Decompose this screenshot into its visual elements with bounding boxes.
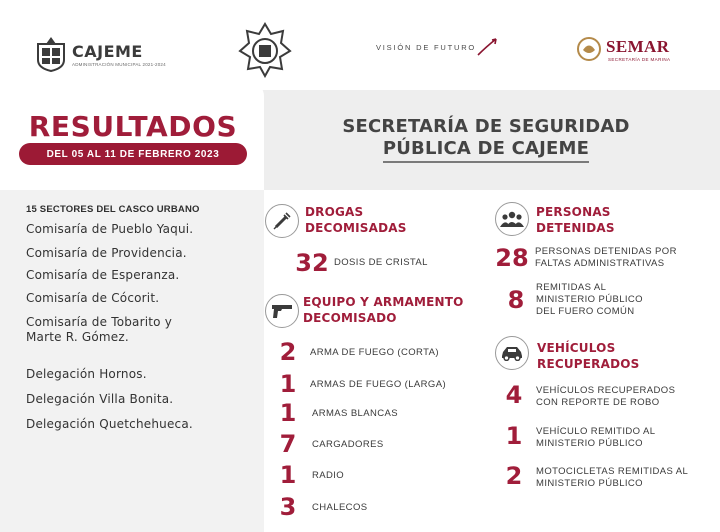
stat-label: ARMA DE FUEGO (CORTA) bbox=[310, 347, 439, 358]
secretaria-line-2: PÚBLICA DE CAJEME bbox=[383, 138, 589, 163]
vehiculos-heading-line-1: VEHÍCULOS bbox=[537, 341, 616, 355]
stat-label-line: VEHÍCULO REMITIDO AL bbox=[536, 426, 656, 437]
stat-count: 8 bbox=[507, 286, 525, 314]
stat-count: 7 bbox=[279, 430, 297, 458]
stat-label bbox=[536, 385, 675, 409]
people-icon bbox=[500, 210, 524, 228]
stat-label-line: DEL FUERO COMÚN bbox=[536, 306, 635, 317]
stat-label bbox=[536, 466, 688, 490]
vision-logo bbox=[376, 37, 498, 57]
stat-label bbox=[536, 426, 655, 450]
stat-label-line: FALTAS ADMINISTRATIVAS bbox=[535, 258, 665, 269]
stat-label: RADIO bbox=[312, 470, 345, 481]
pistol-icon bbox=[271, 302, 293, 320]
stat-label: CARGADORES bbox=[312, 439, 384, 450]
stat-label-line: REMITIDAS AL bbox=[536, 282, 607, 293]
vehiculos-icon-badge bbox=[495, 336, 529, 370]
location-item: Comisaría de Pueblo Yaqui. bbox=[26, 222, 194, 236]
semar-subtitle: SECRETARÍA DE MARINA bbox=[608, 56, 671, 62]
vehiculos-heading bbox=[537, 340, 640, 372]
personas-heading-line-1: PERSONAS bbox=[536, 205, 611, 219]
equipo-heading-line-2: DECOMISADO bbox=[303, 311, 397, 325]
semar-logo bbox=[576, 36, 670, 62]
syringe-icon bbox=[272, 211, 292, 231]
location-item: Comisaría de Providencia. bbox=[26, 246, 187, 260]
arrow-swoosh-icon bbox=[476, 37, 498, 57]
location-item: Delegación Villa Bonita. bbox=[26, 392, 174, 406]
drogas-heading bbox=[305, 204, 407, 236]
semar-name: SEMAR bbox=[606, 36, 670, 56]
stat-label-line: MOTOCICLETAS REMITIDAS AL bbox=[536, 466, 689, 477]
stat-count: 3 bbox=[279, 493, 297, 521]
location-item: Comisaría de Cócorit. bbox=[26, 291, 160, 305]
location-item: Delegación Quetchehueca. bbox=[26, 417, 193, 431]
stat-count: 1 bbox=[279, 370, 297, 398]
stat-label-line: MINISTERIO PÚBLICO bbox=[536, 478, 643, 489]
stat-label: CHALECOS bbox=[312, 502, 368, 513]
vision-text: VISIÓN DE FUTURO bbox=[376, 42, 477, 52]
cajeme-subtitle: ADMINISTRACIÓN MUNICIPAL 2021-2024 bbox=[72, 61, 166, 67]
stat-label: DOSIS DE CRISTAL bbox=[334, 257, 428, 268]
cajeme-name: CAJEME bbox=[72, 41, 143, 61]
stat-label-line: MINISTERIO PÚBLICO bbox=[536, 294, 643, 305]
stat-label: ARMAS DE FUEGO (LARGA) bbox=[310, 379, 447, 390]
date-range-badge: DEL 05 AL 11 DE FEBRERO 2023 bbox=[19, 143, 247, 165]
stat-count: 1 bbox=[279, 399, 297, 427]
stat-label: ARMAS BLANCAS bbox=[312, 408, 398, 419]
stat-label bbox=[535, 246, 677, 270]
secretaria-line-1: SECRETARÍA DE SEGURIDAD bbox=[342, 116, 630, 137]
location-item: Comisaría de Tobarito y bbox=[26, 315, 173, 329]
personas-heading bbox=[536, 204, 615, 236]
personas-icon-badge bbox=[495, 202, 529, 236]
stat-label-line: VEHÍCULOS RECUPERADOS bbox=[536, 385, 676, 396]
stat-count: 28 bbox=[495, 244, 529, 272]
equipo-heading-line-1: EQUIPO Y ARMAMENTO bbox=[303, 295, 464, 309]
left-column-background bbox=[0, 190, 264, 532]
cajeme-logo bbox=[34, 36, 166, 72]
personas-heading-line-2: DETENIDAS bbox=[536, 221, 615, 235]
page-title: RESULTADOS bbox=[28, 110, 238, 143]
stat-count: 4 bbox=[505, 381, 523, 409]
stat-count: 1 bbox=[279, 461, 297, 489]
location-item: Marte R. Gómez. bbox=[26, 330, 129, 344]
stat-count: 2 bbox=[505, 462, 523, 490]
stat-count: 1 bbox=[505, 422, 523, 450]
equipo-heading bbox=[303, 294, 464, 326]
equipo-icon-badge bbox=[265, 294, 299, 328]
eagle-emblem-icon bbox=[576, 36, 602, 62]
stat-label-line: MINISTERIO PÚBLICO bbox=[536, 438, 643, 449]
location-item: Delegación Hornos. bbox=[26, 367, 147, 381]
stat-count: 32 bbox=[295, 249, 329, 277]
cajeme-shield-icon bbox=[34, 36, 68, 72]
stat-label bbox=[536, 282, 643, 318]
location-item: Comisaría de Esperanza. bbox=[26, 268, 180, 282]
stat-label-line: PERSONAS DETENIDAS POR bbox=[535, 246, 677, 257]
sectors-heading: 15 SECTORES DEL CASCO URBANO bbox=[26, 204, 200, 215]
stat-count: 2 bbox=[279, 338, 297, 366]
drogas-heading-line-1: DROGAS bbox=[305, 205, 364, 219]
drogas-heading-line-2: DECOMISADAS bbox=[305, 221, 407, 235]
police-badge-icon bbox=[238, 22, 292, 78]
car-icon bbox=[500, 345, 524, 361]
stat-label-line: CON REPORTE DE ROBO bbox=[536, 397, 660, 408]
secretaria-title bbox=[300, 116, 672, 163]
vehiculos-heading-line-2: RECUPERADOS bbox=[537, 357, 640, 371]
drogas-icon-badge bbox=[265, 204, 299, 238]
